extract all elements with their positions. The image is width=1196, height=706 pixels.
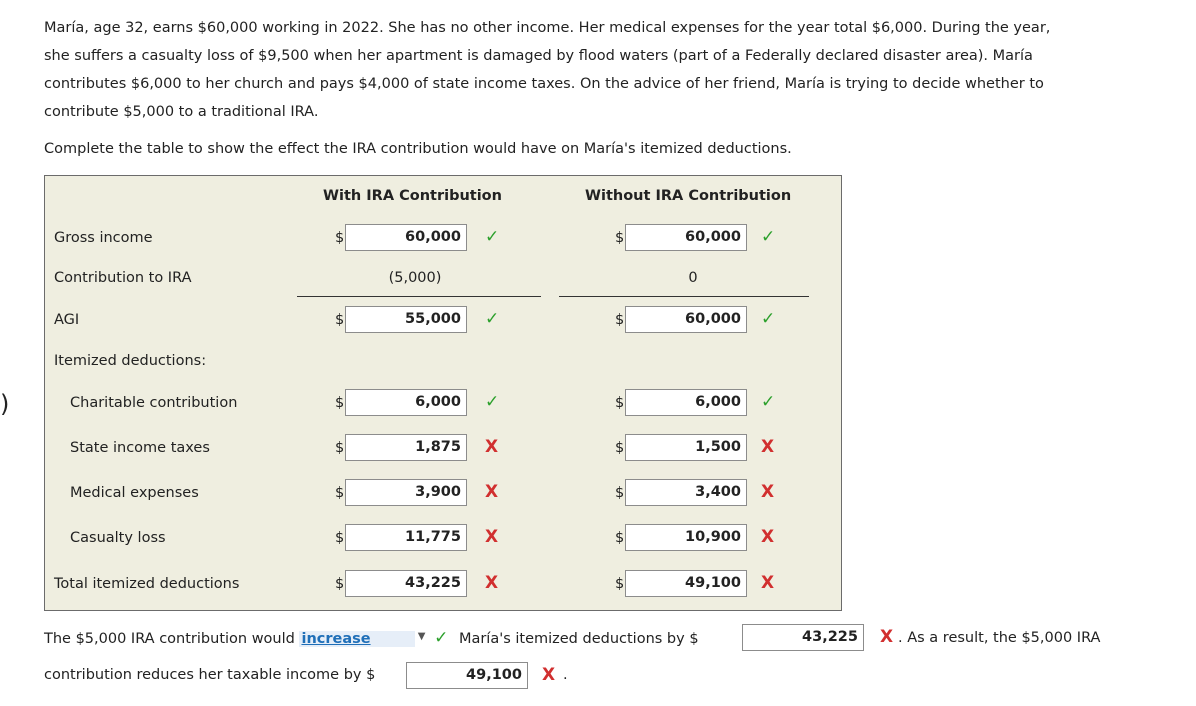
header-with-ira: With IRA Contribution — [323, 188, 502, 204]
casualty-without-input[interactable]: 10,900 — [625, 524, 747, 551]
dollar-sign: $ — [615, 312, 625, 328]
label-state-taxes: State income taxes — [70, 440, 210, 456]
label-contribution-ira: Contribution to IRA — [54, 270, 192, 286]
total-with-input[interactable]: 43,225 — [345, 570, 467, 597]
label-itemized-deductions: Itemized deductions: — [54, 353, 207, 369]
cross-icon: X — [880, 627, 894, 647]
problem-line-4: contribute $5,000 to a traditional IRA. — [44, 104, 319, 120]
check-icon: ✓ — [434, 628, 449, 648]
sum-rule — [559, 296, 809, 297]
contribution-with-value: (5,000) — [388, 270, 442, 286]
charitable-without-input[interactable]: 6,000 — [625, 389, 747, 416]
cross-icon: X — [485, 573, 499, 593]
dollar-sign: $ — [615, 485, 625, 501]
dollar-sign: $ — [335, 395, 345, 411]
total-without-input[interactable]: 49,100 — [625, 570, 747, 597]
chevron-down-icon: ▼ — [417, 631, 426, 642]
label-medical: Medical expenses — [70, 485, 199, 501]
cross-icon: X — [761, 527, 775, 547]
problem-line-3: contributes $6,000 to her church and pays $4,000 of state income taxes. On the advice of her friend, María is trying to decide whether to — [44, 76, 1044, 92]
conclusion-text-1: The $5,000 IRA contribution would — [44, 631, 295, 647]
conclusion-text-4: contribution reduces her taxable income by $ — [44, 667, 376, 683]
cross-icon: X — [485, 527, 499, 547]
effect-dropdown[interactable] — [299, 631, 426, 647]
state-taxes-without-input[interactable]: 1,500 — [625, 434, 747, 461]
check-icon: ✓ — [761, 227, 776, 247]
dollar-sign: $ — [615, 530, 625, 546]
dollar-sign: $ — [335, 530, 345, 546]
sum-rule — [297, 296, 541, 297]
dollar-sign: $ — [335, 485, 345, 501]
casualty-with-input[interactable]: 11,775 — [345, 524, 467, 551]
label-agi: AGI — [54, 312, 80, 328]
problem-line-2: she suffers a casualty loss of $9,500 when her apartment is damaged by flood waters (part of a Federally declared disaster area). María — [44, 48, 1033, 64]
check-icon: ✓ — [485, 309, 500, 329]
cross-icon: X — [761, 482, 775, 502]
dollar-sign: $ — [335, 576, 345, 592]
agi-with-input[interactable]: 55,000 — [345, 306, 467, 333]
dollar-sign: $ — [615, 440, 625, 456]
gross-income-with-input[interactable]: 60,000 — [345, 224, 467, 251]
deductions-table — [44, 175, 842, 611]
taxable-income-reduction-input[interactable]: 49,100 — [406, 662, 528, 689]
charitable-with-input[interactable]: 6,000 — [345, 389, 467, 416]
check-icon: ✓ — [761, 309, 776, 329]
conclusion-text-2: María's itemized deductions by $ — [458, 631, 699, 647]
period: . — [563, 667, 568, 683]
medical-without-input[interactable]: 3,400 — [625, 479, 747, 506]
dollar-sign: $ — [335, 440, 345, 456]
dollar-sign: $ — [615, 395, 625, 411]
check-icon: ✓ — [485, 227, 500, 247]
dollar-sign: $ — [615, 230, 625, 246]
dollar-sign: $ — [615, 576, 625, 592]
label-casualty: Casualty loss — [70, 530, 166, 546]
check-icon: ✓ — [761, 392, 776, 412]
state-taxes-with-input[interactable]: 1,875 — [345, 434, 467, 461]
dollar-sign: $ — [335, 312, 345, 328]
problem-text — [44, 14, 1164, 126]
cross-icon: X — [485, 437, 499, 457]
dollar-sign: $ — [335, 230, 345, 246]
check-icon: ✓ — [485, 392, 500, 412]
label-charitable: Charitable contribution — [70, 395, 238, 411]
left-bracket-icon: ) — [0, 390, 10, 418]
medical-with-input[interactable]: 3,900 — [345, 479, 467, 506]
cross-icon: X — [761, 573, 775, 593]
deduction-change-input[interactable]: 43,225 — [742, 624, 864, 651]
conclusion-text-3: . As a result, the $5,000 IRA — [898, 630, 1101, 646]
header-without-ira: Without IRA Contribution — [585, 188, 792, 204]
instruction-text: Complete the table to show the effect the IRA contribution would have on María's itemized deductions. — [44, 141, 792, 157]
gross-income-without-input[interactable]: 60,000 — [625, 224, 747, 251]
contribution-without-value: 0 — [688, 270, 698, 286]
label-total-itemized: Total itemized deductions — [54, 576, 240, 592]
cross-icon: X — [485, 482, 499, 502]
cross-icon: X — [542, 665, 556, 685]
dropdown-value: increase — [301, 631, 371, 647]
cross-icon: X — [761, 437, 775, 457]
conclusion-line-1 — [44, 628, 699, 648]
agi-without-input[interactable]: 60,000 — [625, 306, 747, 333]
label-gross-income: Gross income — [54, 230, 153, 246]
problem-line-1: María, age 32, earns $60,000 working in 2022. She has no other income. Her medical expenses for the year total $6,000. During the year, — [44, 20, 1051, 36]
